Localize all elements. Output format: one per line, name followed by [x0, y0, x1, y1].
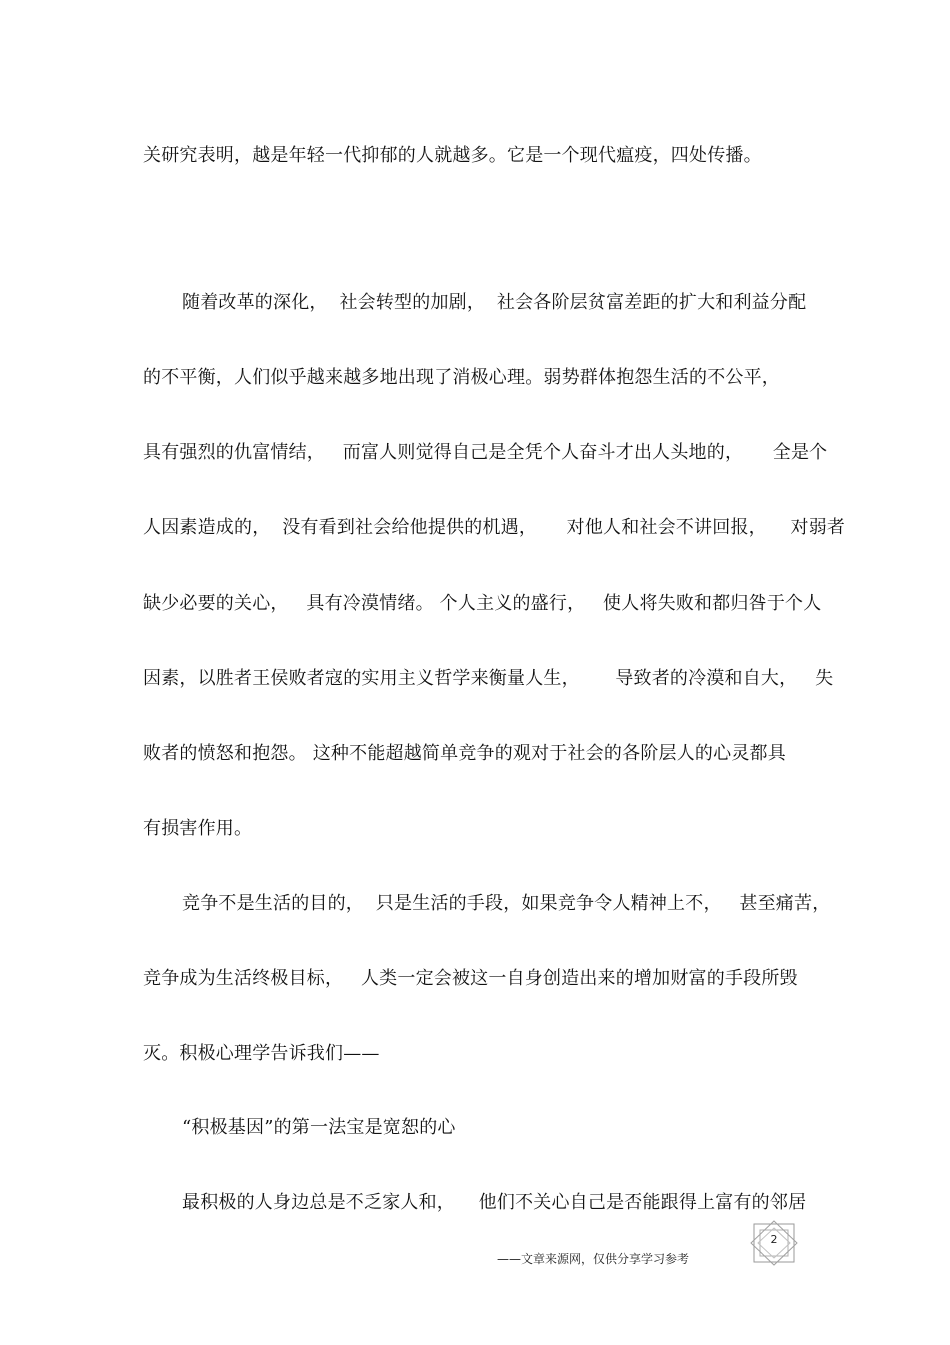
footer-source-note: ——文章来源网，仅供分享学习参考	[497, 1252, 690, 1266]
text-line: 竞争成为生活终极目标， 人类一定会被这一自身创造出来的增加财富的手段所毁	[143, 968, 798, 989]
text-line: 随着改革的深化， 社会转型的加剧， 社会各阶层贫富差距的扩大和利益分配	[182, 292, 807, 313]
text-line: 有损害作用。	[143, 818, 253, 839]
text-line: 缺少必要的关心， 具有冷漠情绪。 个人主义的盛行， 使人将失败和都归咎于个人	[143, 593, 822, 614]
text-line: 最积极的人身边总是不乏家人和， 他们不关心自己是否能跟得上富有的邻居	[182, 1192, 807, 1213]
page-number-badge	[750, 1220, 798, 1266]
text-line: 灭。积极心理学告诉我们——	[143, 1043, 380, 1064]
text-line: 具有强烈的仇富情结， 而富人则觉得自己是全凭个人奋斗才出人头地的， 全是个	[143, 442, 828, 463]
page-number: 2	[770, 1233, 778, 1246]
text-line: 的不平衡，人们似乎越来越多地出现了消极心理。弱势群体抱怨生活的不公平，	[143, 367, 780, 388]
text-line: 因素，以胜者王侯败者寇的实用主义哲学来衡量人生， 导致者的冷漠和自大， 失	[143, 668, 834, 689]
text-line: 关研究表明，越是年轻一代抑郁的人就越多。它是一个现代瘟疫，四处传播。	[143, 145, 762, 166]
text-line: 竞争不是生活的目的， 只是生活的手段，如果竞争令人精神上不， 甚至痛苦，	[182, 893, 831, 914]
section-heading: “积极基因”的第一法宝是宽恕的心	[182, 1117, 456, 1138]
text-line: 人因素造成的， 没有看到社会给他提供的机遇， 对他人和社会不讲回报， 对弱者	[143, 517, 846, 538]
text-line: 败者的愤怒和抱怨。 这种不能超越简单竞争的观对于社会的各阶层人的心灵都具	[143, 743, 786, 764]
